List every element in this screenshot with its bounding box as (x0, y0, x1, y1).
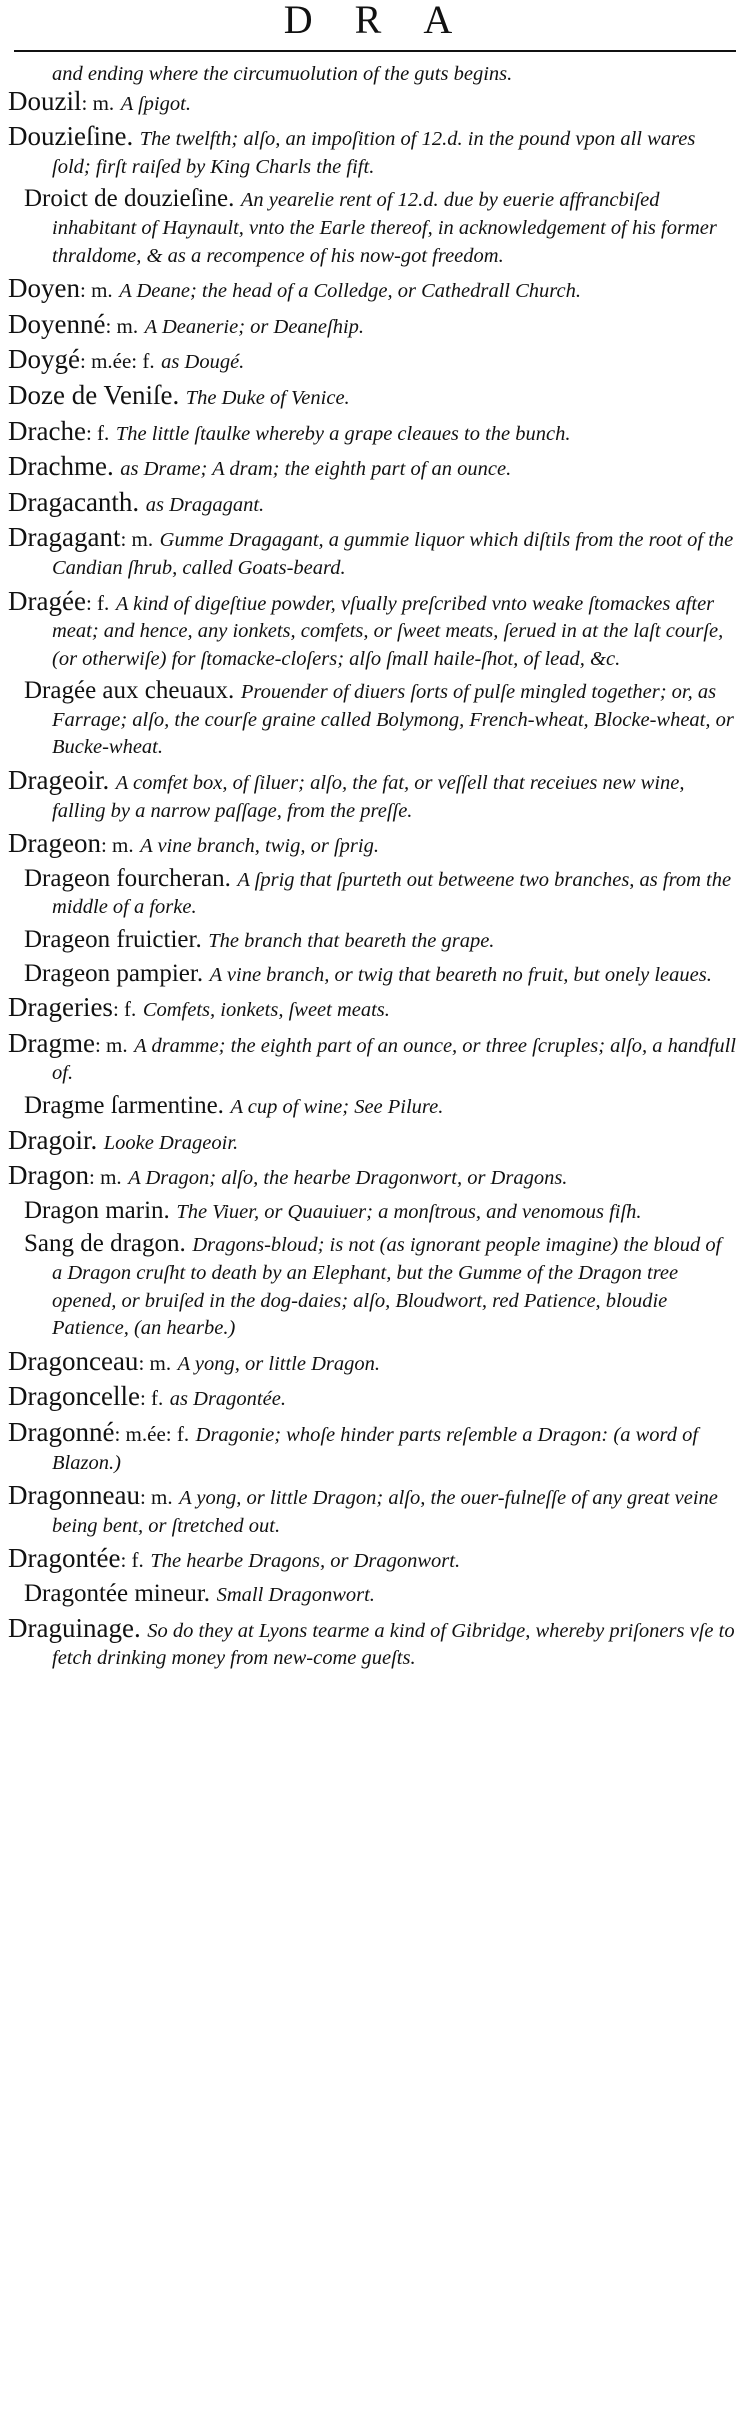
grammar-note: : m.ée: f. (114, 1421, 190, 1446)
sub-entry (0, 186, 736, 269)
headword: Drachme. (8, 451, 114, 482)
dictionary-column (0, 60, 736, 1678)
headword: Dragonceau (8, 1345, 139, 1376)
headword: Droict de douzieſine. (24, 185, 235, 213)
dictionary-entry (0, 1612, 736, 1672)
definition: as Dragagant. (145, 493, 265, 516)
headword: Doyenné (8, 308, 106, 339)
sub-entry (0, 1198, 736, 1226)
header-rule (14, 50, 736, 52)
definition: A yong, or little Dragon. (177, 1352, 380, 1375)
definition: The Viuer, or Quauiuer; a monſtrous, and venomous fiſh. (176, 1200, 642, 1223)
headword: Drageon (8, 828, 101, 859)
grammar-note: : m. (105, 313, 139, 338)
headword: Dragontée mineur. (24, 1579, 211, 1607)
definition: The Duke of Venice. (185, 386, 350, 409)
running-head: DRA (283, 0, 495, 42)
grammar-note: : m. (100, 833, 134, 858)
definition: The twelfth; alſo, an impoſition of 12.d. in the pound vpon all wares ſold; firſt raiſed by King Charls the fift. (52, 128, 696, 178)
dictionary-entry (0, 1383, 736, 1413)
grammar-note: : m.ée: f. (79, 349, 155, 374)
grammar-note: : f. (85, 590, 110, 615)
dictionary-entry (0, 308, 736, 341)
definition: A ſpigot. (120, 92, 191, 115)
definition: as Dragontée. (169, 1388, 286, 1411)
definition: A kind of digeſtiue powder, vſually preſcribed vnto weake ſtomackes after meat; and hence, any ionkets, comfets, or ſweet meats, ſerued in at the laſt courſe, (or otherwiſe) for ſtomacke-cloſers; alſo ſmall haile-ſhot, of lead, &c. (52, 592, 724, 670)
headword: Doygé (8, 344, 80, 375)
dictionary-entry (0, 1345, 736, 1378)
grammar-note: : f. (112, 997, 137, 1022)
sub-entry (0, 866, 736, 921)
grammar-note: : m. (81, 90, 115, 115)
headword: Dragontée (8, 1543, 121, 1574)
dictionary-entry (0, 1482, 736, 1539)
definition: Dragonie; whoſe hinder parts reſemble a Dragon: (a word of Blazon.) (52, 1423, 699, 1474)
grammar-note: : m. (88, 1165, 122, 1190)
grammar-note: : m. (94, 1032, 128, 1057)
sub-entry (0, 1231, 736, 1341)
definition: Looke Drageoir. (103, 1131, 239, 1154)
dictionary-entry (0, 379, 736, 412)
headword: Drageries (8, 992, 113, 1023)
dictionary-entry (0, 85, 736, 118)
definition: A ſprig that ſpurteth out betweene two branches, as from the middle of a forke. (52, 868, 732, 919)
definition: The hearbe Dragons, or Dragonwort. (150, 1550, 461, 1573)
headword: Drageon fourcheran. (24, 864, 231, 892)
dictionary-entry (0, 994, 736, 1024)
headword: Douzil (8, 85, 82, 116)
definition: as Dougé. (161, 351, 245, 374)
grammar-note: : m. (120, 527, 154, 552)
dictionary-entry (0, 830, 736, 860)
headword: Drache (8, 415, 86, 446)
headword: Dragme ſarmentine. (24, 1092, 224, 1119)
dictionary-entry (0, 415, 736, 448)
definition: Gumme Dragagant, a gummie liquor which diſtils from the root of the Candian ſhrub, called Goats-beard. (52, 529, 734, 579)
headword: Dragonneau (8, 1480, 140, 1511)
headword: Dragée aux cheuaux. (24, 677, 235, 705)
definition: The little ſtaulke whereby a grape cleaues to the bunch. (115, 422, 571, 445)
dictionary-entry (0, 767, 736, 824)
sub-entry (0, 961, 736, 989)
headword: Draguinage. (8, 1612, 141, 1643)
dictionary-entry (0, 585, 736, 673)
definition: An yearelie rent of 12.d. due by euerie affrancbiſed inhabitant of Haynault, vnto the Earle thereof, in acknowledgement of his former thraldome, & as a recompence of his now-got freedom. (52, 189, 717, 267)
dictionary-entry (0, 1416, 736, 1476)
dictionary-entry (0, 1124, 736, 1157)
grammar-note: : m. (139, 1485, 173, 1510)
headword: Dragée (8, 585, 86, 616)
definition: A Deanerie; or Deaneſhip. (144, 315, 365, 338)
sub-entry (0, 1581, 736, 1609)
grammar-note: : f. (120, 1548, 144, 1573)
dictionary-entry (0, 1162, 736, 1192)
grammar-note: : m. (138, 1350, 172, 1375)
dictionary-entry (0, 486, 736, 519)
headword: Doze de Veniſe. (8, 379, 180, 410)
definition: as Drame; A dram; the eighth part of an ounce. (120, 458, 512, 481)
headword: Drageon pampier. (24, 959, 204, 987)
definition: A vine branch, or twig that beareth no fruit, but onely leaues. (209, 963, 712, 986)
headword: Dragoir. (8, 1124, 98, 1155)
definition: Prouender of diuers ſorts of pulſe mingled together; or, as Farrage; alſo, the courſe graine called Bolymong, French-wheat, Blocke-wheat, or Bucke-wheat. (52, 681, 734, 759)
dictionary-entry (0, 123, 736, 180)
grammar-note: : f. (139, 1386, 164, 1411)
definition: and ending where the circumuolution of the guts begins. (52, 63, 513, 85)
definition: A Deane; the head of a Colledge, or Cathedrall Church. (119, 280, 581, 303)
headword: Dragon (8, 1160, 89, 1191)
headword: Drageoir. (8, 765, 110, 796)
headword: Sang de dragon. (24, 1230, 186, 1258)
definition: Dragons-bloud; is not (as ignorant people imagine) the bloud of a Dragon cruſht to death by an Elephant, but the Gumme of the Dragon tree opened, or bruiſed in the dog-daies; alſo, Bloudwort, red Patience, bloudie Patience, (an hearbe.) (52, 1234, 722, 1340)
headword: Dragonné (8, 1416, 115, 1447)
sub-entry (0, 927, 736, 955)
headword: Dragoncelle (8, 1381, 140, 1412)
dictionary-entry (0, 275, 736, 305)
headword: Dragagant (8, 522, 121, 553)
dictionary-entry (0, 453, 736, 483)
dictionary-entry (0, 1545, 736, 1575)
sub-entry (0, 678, 736, 761)
page-header (0, 0, 736, 48)
dictionary-entry (0, 1027, 736, 1087)
definition: A Dragon; alſo, the hearbe Dragonwort, or Dragons. (128, 1167, 568, 1190)
headword: Dragme (8, 1027, 95, 1058)
definition: Comfets, ionkets, ſweet meats. (142, 999, 390, 1022)
definition: The branch that beareth the grape. (208, 930, 495, 953)
dictionary-entry (0, 524, 736, 581)
definition: A vine branch, twig, or ſprig. (140, 835, 379, 858)
definition: So do they at Lyons tearme a kind of Gibridge, whereby priſoners vſe to fetch drinking money from new-come gueſts. (52, 1619, 735, 1670)
definition: A cup of wine; See Pilure. (230, 1096, 444, 1118)
headword: Dragacanth. (8, 486, 140, 517)
definition: Small Dragonwort. (216, 1583, 375, 1606)
dictionary-entry (0, 346, 736, 376)
definition: A comfet box, of ſiluer; alſo, the fat, or veſſell that receiues new wine, falling by a narrow paſſage, from the preſſe. (52, 772, 685, 822)
headword: Doyen (8, 273, 80, 304)
definition: A dramme; the eighth part of an ounce, or three ſcruples; alſo, a handfull of. (52, 1034, 736, 1085)
continued-entry (0, 60, 736, 88)
definition: A yong, or little Dragon; alſo, the ouer-fulneſſe of any great veine being bent, or ſtretched out. (52, 1487, 718, 1537)
headword: Dragon marin. (24, 1196, 170, 1224)
grammar-note: : m. (79, 278, 113, 303)
grammar-note: : f. (85, 420, 110, 445)
headword: Douzieſine. (8, 121, 134, 152)
headword: Drageon fruictier. (24, 926, 202, 954)
sub-entry (0, 1093, 736, 1121)
